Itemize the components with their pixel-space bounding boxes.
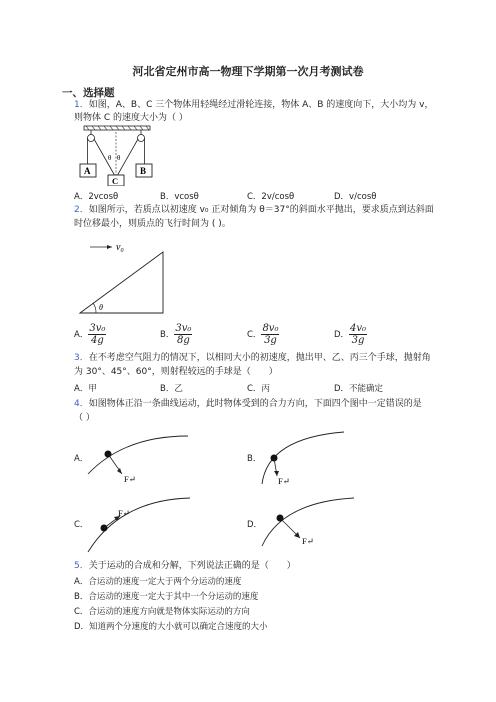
q3-option-b[interactable]: B．乙	[160, 384, 183, 394]
question-text: 在不考虑空气阻力的情况下，以相同大小的初速度，抛出甲、乙、丙三个手球，抛射角	[88, 353, 431, 363]
theta-left: θ	[108, 154, 112, 162]
question-text: 如图，A、B、C 三个物体用轻绳经过滑轮连接，物体 A、B 的速度向下，大小均为 v，	[88, 100, 434, 110]
q4-panel-b	[258, 428, 348, 488]
question-number: 1．	[74, 100, 89, 110]
q1-option-d[interactable]: D．v/cosθ	[334, 192, 377, 202]
v0-label: $v_0$	[116, 242, 124, 254]
question-1	[74, 99, 433, 112]
theta-label: θ	[99, 303, 103, 312]
force-label: F↵	[302, 536, 314, 546]
q2-option-b[interactable]: B． $\frac{\text{3v₀}}{8g}$	[160, 323, 192, 346]
q4-panel-c	[84, 494, 194, 556]
q5-option-b[interactable]: B．合运动的速度一定大于其中一个分运动的速度	[74, 592, 259, 602]
question-text: 如图物体正沿一条曲线运动，此时物体受到的合力方向，下面四个图中一定错误的是	[88, 399, 422, 409]
question-number: 5．	[74, 561, 89, 571]
question-1-line2: 则物体 C 的速度大小为（ ）	[74, 113, 188, 123]
question-text: 关于运动的合成和分解，下列说法正确的是（ ）	[88, 561, 296, 571]
q1-option-a[interactable]: A．2vcosθ	[74, 192, 119, 202]
q2-option-c[interactable]: C． $\frac{\text{8v₀}}{3g}$	[247, 323, 279, 346]
pulley-diagram	[78, 124, 158, 186]
question-4-line2: （ ）	[74, 413, 95, 423]
q4-panel-d	[258, 494, 358, 556]
force-label: F↵	[118, 508, 130, 518]
label-b: B	[140, 166, 147, 176]
question-number: 4．	[74, 399, 89, 409]
q4-panel-a	[84, 428, 194, 488]
q4-option-d[interactable]: D．	[247, 520, 263, 530]
question-2	[74, 204, 434, 217]
question-4	[74, 398, 422, 411]
q4-option-b[interactable]: B．	[247, 454, 262, 464]
question-3-line2: 为 30°、45°、60°，则射程较远的手球是（ ）	[74, 367, 278, 377]
q3-option-c[interactable]: C．丙	[247, 384, 270, 394]
q3-option-a[interactable]: A．甲	[74, 384, 97, 394]
question-3	[74, 352, 431, 365]
force-label: F↵	[278, 476, 290, 486]
q2-option-d[interactable]: D． $\frac{\text{4v₀}}{3g}$	[334, 323, 367, 346]
theta-right: θ	[117, 154, 121, 162]
question-number: 3．	[74, 353, 89, 363]
q5-option-a[interactable]: A．合运动的速度一定大于两个分运动的速度	[74, 577, 242, 587]
q2-option-a[interactable]: A． $\frac{\text{3v₀}}{4g}$	[74, 323, 106, 346]
q5-option-c[interactable]: C．合运动的速度方向就是物体实际运动的方向	[74, 607, 250, 617]
q5-option-d[interactable]: D．知道两个分速度的大小就可以确定合速度的大小	[74, 622, 268, 632]
q3-option-d[interactable]: D．不能确定	[334, 384, 384, 394]
question-text: 如图所示，若质点以初速度 v₀ 正对倾角为 θ＝37°的斜面水平抛出，要求质点到达斜面	[88, 205, 434, 215]
label-c: C	[112, 176, 119, 186]
q4-option-a[interactable]: A．	[74, 454, 89, 464]
question-number: 2．	[74, 205, 89, 215]
incline-triangle	[80, 252, 163, 313]
incline-diagram	[78, 238, 178, 318]
q4-option-c[interactable]: C．	[74, 520, 89, 530]
q1-option-c[interactable]: C．2v/cosθ	[247, 192, 295, 202]
label-a: A	[84, 166, 91, 176]
question-5	[74, 560, 296, 573]
q1-option-b[interactable]: B．vcosθ	[160, 192, 199, 202]
question-2-line2: 时位移最小，则质点的飞行时间为 ( )。	[74, 219, 231, 229]
section-heading: 一、选择题	[62, 87, 115, 99]
force-label: F↵	[124, 474, 136, 484]
page-title: 河北省定州市高一物理下学期第一次月考测试卷	[132, 65, 364, 78]
